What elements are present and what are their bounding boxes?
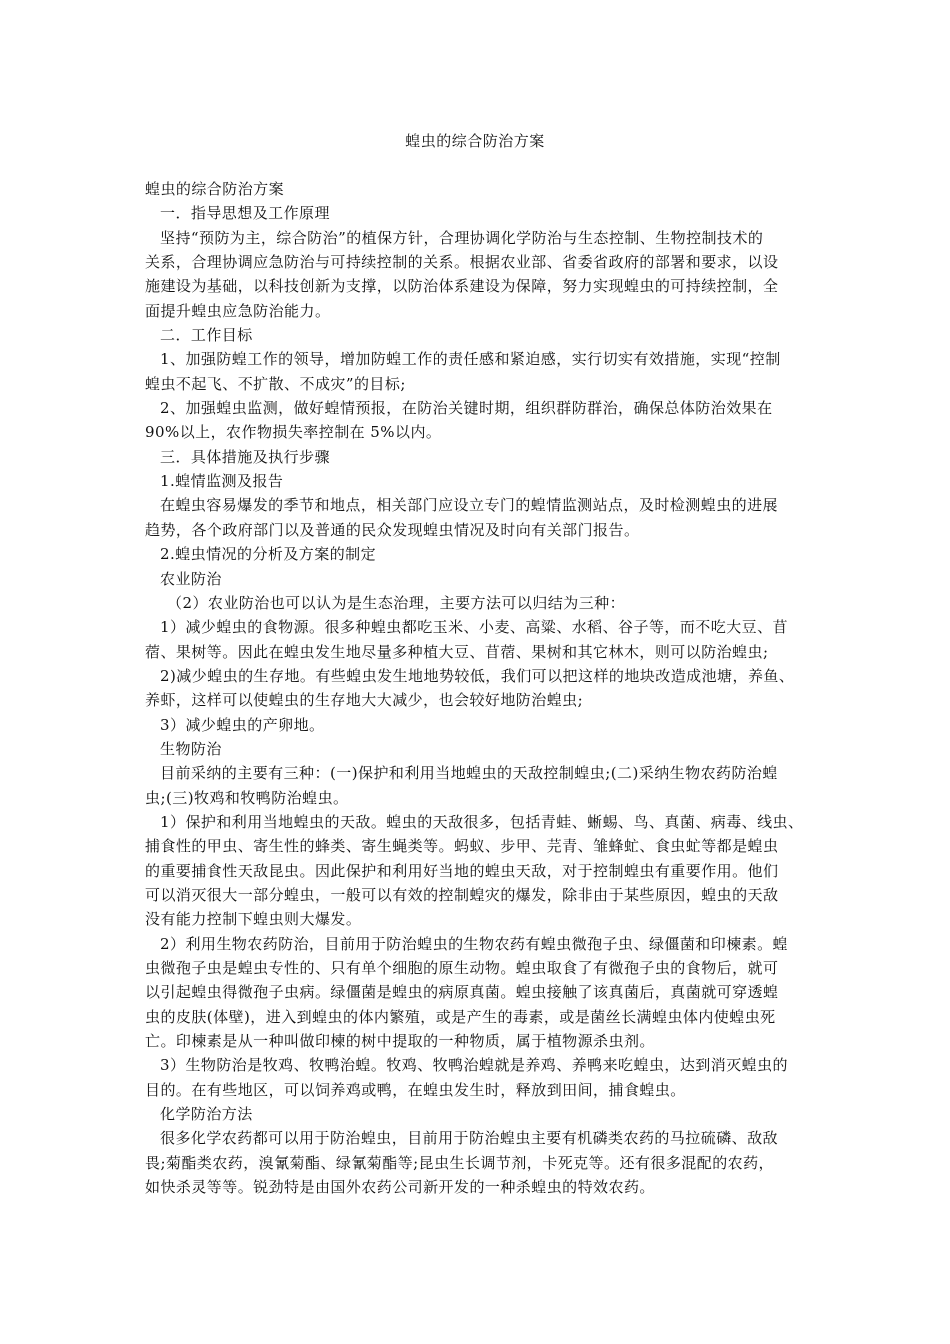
body-line: 2)减少蝗虫的生存地。有些蝗虫发生地地势较低，我们可以把这样的地块改造成池塘，养鱼、 <box>160 666 795 685</box>
document-title: 蝗虫的综合防治方案 <box>405 132 545 150</box>
body-line: 坚持“预防为主，综合防治”的植保方针，合理协调化学防治与生态控制、生物控制技术的 <box>160 228 764 247</box>
document-body <box>145 177 825 1199</box>
body-line: 亡。印楝素是从一种叫做印楝的树中提取的一种物质，属于植物源杀虫剂。 <box>145 1032 655 1051</box>
body-line: 可以消灭很大一部分蝗虫，一般可以有效的控制蝗灾的爆发，除非由于某些原因，蝗虫的天敌 <box>145 885 779 904</box>
body-line: 施建设为基础，以科技创新为支撑，以防治体系建设为保障，努力实现蝗虫的可持续控制，全 <box>145 277 779 296</box>
body-line: 趋势，各个政府部门以及普通的民众发现蝗虫情况及时向有关部门报告。 <box>145 520 640 539</box>
body-line: 三．具体措施及执行步骤 <box>160 447 330 466</box>
body-line: 以引起蝗虫得微孢子虫病。绿僵菌是蝗虫的病原真菌。蝗虫接触了该真菌后，真菌就可穿透蝗 <box>145 983 779 1002</box>
body-line: 化学防治方法 <box>160 1105 253 1124</box>
body-line: 3）生物防治是牧鸡、牧鸭治蝗。牧鸡、牧鸭治蝗就是养鸡、养鸭来吃蝗虫，达到消灭蝗虫的 <box>160 1056 788 1075</box>
body-line: 的重要捕食性天敌昆虫。因此保护和利用好当地的蝗虫天敌，对于控制蝗虫有重要作用。他们 <box>145 861 779 880</box>
body-line: 在蝗虫容易爆发的季节和地点，相关部门应设立专门的蝗情监测站点，及时检测蝗虫的进展 <box>160 496 779 515</box>
body-line: 2）利用生物农药防治，目前用于防治蝗虫的生物农药有蝗虫微孢子虫、绿僵菌和印楝素。蝗 <box>160 934 788 953</box>
body-line: 1）保护和利用当地蝗虫的天敌。蝗虫的天敌很多，包括青蛙、蜥蜴、鸟、真菌、病毒、线虫、 <box>160 812 804 831</box>
body-line: 蓿、果树等。因此在蝗虫发生地尽量多种植大豆、苜蓿、果树和其它林木，则可以防治蝗虫; <box>145 642 769 661</box>
body-line: 3）减少蝗虫的产卵地。 <box>160 715 325 734</box>
body-line: 没有能力控制下蝗虫则大爆发。 <box>145 910 362 929</box>
body-line: 90%以上，农作物损失率控制在 5%以内。 <box>145 423 442 442</box>
body-line: 目前采纳的主要有三种：(一)保护和利用当地蝗虫的天敌控制蝗虫;(二)采纳生物农药防治蝗 <box>160 764 778 783</box>
body-line: 蝗虫的综合防治方案 <box>145 180 285 198</box>
body-line: 很多化学农药都可以用于防治蝗虫，目前用于防治蝗虫主要有机磷类农药的马拉硫磷、敌敌 <box>160 1129 779 1148</box>
body-line: 虫的皮肤(体壁)，进入到蝗虫的体内繁殖，或是产生的毒素，或是菌丝长满蝗虫体内使蝗虫死 <box>145 1007 776 1026</box>
body-line: 关系，合理协调应急防治与可持续控制的关系。根据农业部、省委省政府的部署和要求，以设 <box>145 253 779 272</box>
body-line: 2.蝗虫情况的分析及方案的制定 <box>160 545 377 564</box>
body-line: （2）农业防治也可以认为是生态治理，主要方法可以归结为三种： <box>167 593 626 612</box>
body-line: 虫微孢子虫是蝗虫专性的、只有单个细胞的原生动物。蝗虫取食了有微孢子虫的食物后，就可 <box>145 959 779 977</box>
body-line: 畏;菊酯类农药，溴氰菊酯、绿氰菊酯等;昆虫生长调节剂，卡死克等。还有很多混配的农药， <box>145 1153 775 1172</box>
body-line: 二．工作目标 <box>160 326 253 345</box>
body-line: 生物防治 <box>160 739 222 758</box>
body-line: 一．指导思想及工作原理 <box>160 204 330 223</box>
body-line: 1.蝗情监测及报告 <box>160 472 284 491</box>
body-line: 农业防治 <box>160 569 222 588</box>
body-line: 如快杀灵等等。锐劲特是由国外农药公司新开发的一种杀蝗虫的特效农药。 <box>145 1178 655 1197</box>
body-line: 1、加强防蝗工作的领导，增加防蝗工作的责任感和紧迫感，实行切实有效措施，实现“控制 <box>160 350 781 369</box>
body-line: 面提升蝗虫应急防治能力。 <box>145 301 331 320</box>
body-line: 目的。在有些地区，可以饲养鸡或鸭，在蝗虫发生时，释放到田间，捕食蝗虫。 <box>145 1080 686 1099</box>
body-line: 蝗虫不起飞、不扩散、不成灾”的目标; <box>145 374 406 393</box>
body-line: 捕食性的甲虫、寄生性的蜂类、寄生蝇类等。蚂蚁、步甲、芫青、雏蜂虻、食虫虻等都是蝗虫 <box>145 837 779 856</box>
body-line: 虫;(三)牧鸡和牧鸭防治蝗虫。 <box>145 788 349 807</box>
body-line: 1）减少蝗虫的食物源。很多种蝗虫都吃玉米、小麦、高粱、水稻、谷子等，而不吃大豆、苜 <box>160 618 788 637</box>
body-line: 养虾，这样可以使蝗虫的生存地大大减少，也会较好地防治蝗虫; <box>145 691 584 710</box>
body-line: 2、加强蝗虫监测，做好蝗情预报，在防治关键时期，组织群防群治，确保总体防治效果在 <box>160 399 773 418</box>
